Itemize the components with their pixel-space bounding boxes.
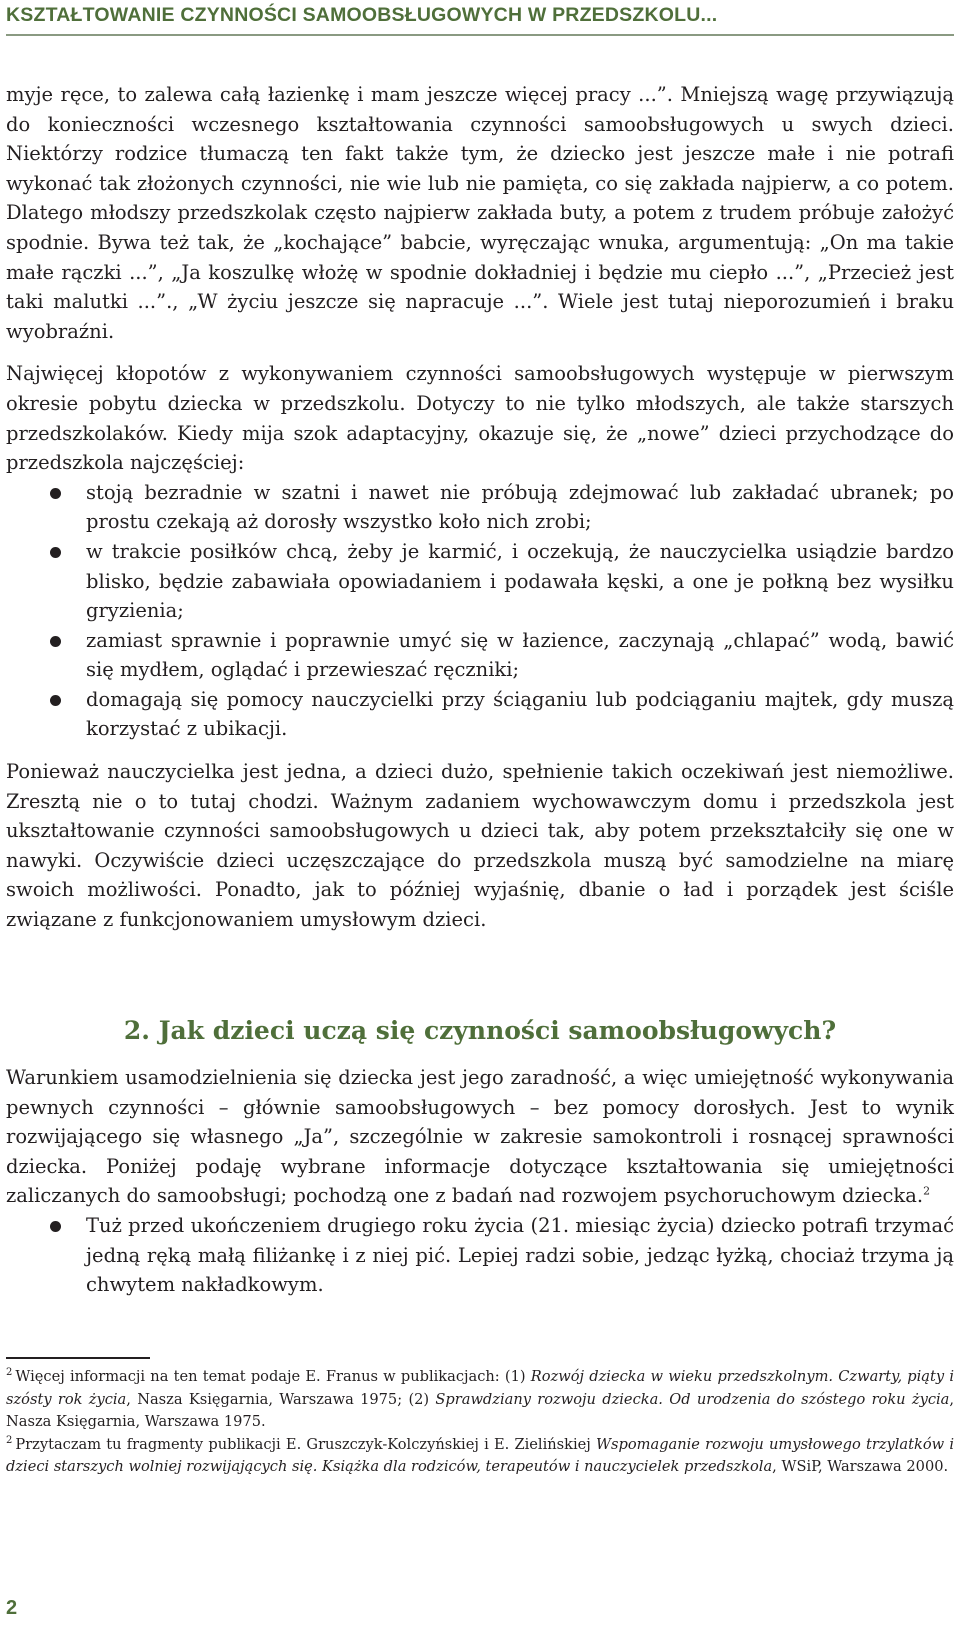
paragraph: Ponieważ nauczycielka jest jedna, a dzieci dużo, spełnienie takich oczekiwań jest niemożliwe. Zresztą nie o to tutaj chodzi. Ważnym zadaniem wychowawczym domu i przedszkola jest ukształtowanie czynności samoobsługowych u dzieci tak, aby potem przekształciły się one w nawyki. Oczywiście dzieci uczęszczające do przedszkola muszą być samodzielne na miarę swoich możliwości. Ponadto, jak to później wyjaśnię, dbanie o ład i porządek jest ściśle związane z funkcjonowaniem umysłowym dzieci. bbox=[6, 760, 954, 932]
list-item-text: zamiast sprawnie i poprawnie umyć się w łazience, zaczynają „chlapać” wodą, bawić się mydłem, oglądać i przewieszać ręczniki; bbox=[86, 628, 954, 682]
list-item bbox=[6, 1211, 954, 1300]
list-item bbox=[6, 685, 954, 744]
footnote-text: Więcej informacji na ten temat podaje E. Franus w publikacjach: (1) bbox=[15, 1368, 531, 1385]
footnote-text: , WSiP, Warszawa 2000. bbox=[772, 1458, 949, 1475]
main-text bbox=[6, 80, 954, 935]
footnote-ref[interactable]: 2 bbox=[923, 1184, 931, 1198]
section-text bbox=[6, 1063, 954, 1300]
bullet-icon bbox=[50, 636, 61, 647]
running-header: KSZTAŁTOWANIE CZYNNOŚCI SAMOOBSŁUGOWYCH W PRZEDSZKOLU... bbox=[6, 4, 718, 26]
list-item bbox=[6, 626, 954, 685]
footnote bbox=[6, 1434, 954, 1479]
paragraph-text: Warunkiem usamodzielnienia się dziecka jest jego zaradność, a więc umiejętność wykonywania pewnych czynności – głównie samoobsługowych – bez pomocy dorosłych. Jest to wynik rozwijającego się własnego „Ja”, szczególnie w zakresie samokontroli i rosnącej sprawności dziecka. Poniżej podaję wybrane informacje dotyczące kształtowania się umiejętności zaliczanych do samoobsługi; pochodzą one z badań nad rozwojem psychoruchowym dziecka. bbox=[6, 1066, 954, 1208]
footnote-text: , Nasza Księgarnia, Warszawa 1975. bbox=[6, 1390, 954, 1430]
bullet-list bbox=[6, 1211, 954, 1300]
footnote bbox=[6, 1366, 954, 1434]
list-item-text: domagają się pomocy nauczycielki przy ściąganiu lub podciąganiu majtek, gdy muszą korzystać z ubikacji. bbox=[86, 687, 954, 741]
page-number: 2 bbox=[6, 1597, 18, 1619]
paragraph: myje ręce, to zalewa całą łazienkę i mam jeszcze więcej pracy ...”. Mniejszą wagę przywiązują do konieczności wczesnego kształtowania czynności samoobsługowych u swych dzieci. Niektórzy rodzice tłumaczą ten fakt także tym, że dziecko jest jeszcze małe i nie potrafi wykonać tak złożonych czynności, nie wie lub nie pamięta, co się zakłada najpierw, a co potem. Dlatego młodszy przedszkolak często najpierw zakłada buty, a potem z trudem próbuje założyć spodnie. Bywa też tak, że „kochające” babcie, wyręczając wnuka, argumentują: „On ma takie małe rączki ...”, „Ja koszulkę włożę w spodnie dokładniej i będzie mu ciepło ...”, „Przecież jest taki malutki ...”., „W życiu jeszcze się napracuje ...”. Wiele jest tutaj nieporozumień i braku wyobraźni. bbox=[6, 83, 954, 343]
footnote-rule bbox=[6, 1357, 150, 1359]
document-page bbox=[6, 0, 954, 1641]
bullet-icon bbox=[50, 695, 61, 706]
list-item bbox=[6, 537, 954, 626]
footnote-title: Rozwój dziecka w wieku przedszkolnym. Czwarty, piąty i szósty rok życia bbox=[6, 1368, 954, 1408]
section-heading: 2. Jak dzieci uczą się czynności samoobsługowych? bbox=[123, 1016, 837, 1045]
header-rule bbox=[6, 34, 954, 36]
bullet-icon bbox=[50, 488, 61, 499]
bullet-icon bbox=[50, 1221, 61, 1232]
bullet-icon bbox=[50, 547, 61, 558]
paragraph bbox=[6, 1063, 954, 1211]
bullet-list bbox=[6, 478, 954, 744]
footnote-number: 2 bbox=[6, 1367, 13, 1378]
footnote-text: , Nasza Księgarnia, Warszawa 1975; (2) bbox=[126, 1390, 436, 1408]
footnote-number: 2 bbox=[6, 1434, 13, 1446]
footnote-title: Sprawdziany rozwoju dziecka. Od urodzenia do szóstego roku życia bbox=[435, 1390, 950, 1408]
paragraph: Najwięcej kłopotów z wykonywaniem czynności samoobsługowych występuje w pierwszym okresie pobytu dziecka w przedszkolu. Dotyczy to nie tylko młodszych, ale także starszych przedszkolaków. Kiedy mija szok adaptacyjny, okazuje się, że „nowe” dzieci przychodzące do przedszkola najczęściej: bbox=[6, 362, 954, 475]
list-item bbox=[6, 478, 954, 537]
list-item-text: stoją bezradnie w szatni i nawet nie próbują zdejmować lub zakładać ubranek; po prostu czekają aż dorosły wszystko koło nich zrobi; bbox=[86, 480, 954, 534]
footnote-text: Przytaczam tu fragmenty publikacji E. Gruszczyk-Kolczyńskiej i E. Zielińskiej bbox=[15, 1435, 597, 1453]
footnotes bbox=[6, 1366, 954, 1479]
footnote-title: Wspomaganie rozwoju umysłowego trzylatków i dzieci starszych wolniej rozwijających się. Książka dla rodziców, terapeutów i nauczycielek przedszkola bbox=[6, 1435, 954, 1475]
list-item-text: Tuż przed ukończeniem drugiego roku życia (21. miesiąc życia) dziecko potrafi trzymać jedną ręką małą filiżankę i z niej pić. Lepiej radzi sobie, jedząc łyżką, chociaż trzyma ją chwytem nakładkowym. bbox=[86, 1213, 954, 1297]
list-item-text: w trakcie posiłków chcą, żeby je karmić, i oczekują, że nauczycielka usiądzie bardzo blisko, będzie zabawiała opowiadaniem i podawała kęski, a one je połkną bez wysiłku gryzienia; bbox=[86, 539, 954, 623]
